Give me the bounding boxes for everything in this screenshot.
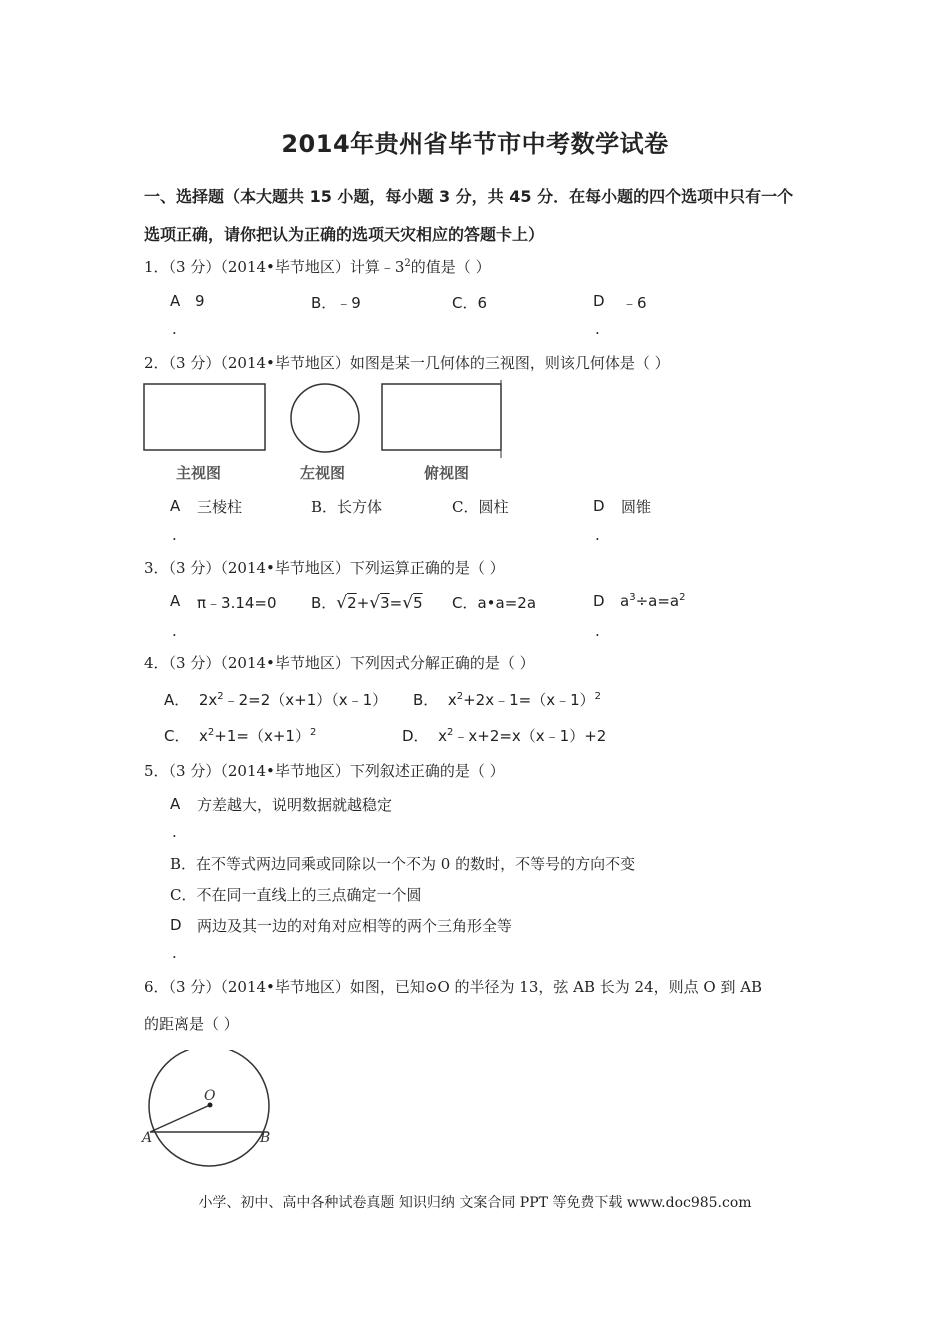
label-b: B [260,1130,271,1146]
q1-option-b: B．﹣9 [311,294,361,312]
q4-option-a: A． $2x^2﹣2=2(x+1)(x﹣1)$ [164,691,388,709]
radius-oa [150,1105,210,1132]
q2-option-a: 三棱柱 [197,498,243,516]
q3-option-d: $a^3\div a=a^2$ [620,592,686,610]
q5-option-b: B．在不等式两边同乘或同除以一个不为 0 的数时，不等号的方向不变 [170,855,636,873]
q4-option-d: D． $x^2﹣x+2=x(x﹣1)+2$ [402,727,607,745]
q3-option-d-dot: . [595,622,600,640]
circle-chord-figure [140,1050,280,1170]
question-3-stem: 3．（3 分）（2014•毕节地区）下列运算正确的是（ ） [144,559,505,577]
q5-option-a: 方差越大，说明数据就越稳定 [197,796,393,814]
label-a: A [142,1130,153,1146]
q2-option-d-dot: . [595,526,600,544]
q5-option-a-dot: . [172,823,177,841]
q3-option-b: B．√2+√3=√5 [311,593,423,613]
three-view-figure [140,380,510,460]
circle-o [149,1050,269,1166]
q3-option-c: C．a•a=2a [452,594,537,612]
q5-option-d-letter: D [170,916,182,934]
q2-option-a-letter: A [170,497,181,515]
q2-option-d-letter: D [593,497,605,515]
q5-option-d-dot: . [172,944,177,962]
q2-option-a-dot: . [172,526,177,544]
q4-option-c: C． $x^2+1=(x+1)^2$ [164,727,317,745]
q3-option-d-letter: D [593,592,605,610]
question-4-stem: 4．（3 分）（2014•毕节地区）下列因式分解正确的是（ ） [144,654,535,672]
page-title: 2014年贵州省毕节市中考数学试卷 [281,130,669,158]
top-view-caption: 俯视图 [424,464,470,482]
q1-option-a: 9 [195,292,205,310]
q3-option-a-dot: . [172,622,177,640]
q2-option-b: B．长方体 [311,498,383,516]
q3-option-a: π﹣3.14=0 [197,594,277,612]
section-heading-line2: 选项正确，请你把认为正确的选项天灾相应的答题卡上） [144,225,545,244]
top-view-rectangle [382,384,501,450]
section-heading-line1: 一、选择题（本大题共 15 小题，每小题 3 分，共 45 分．在每小题的四个选项中只有一个 [144,187,794,206]
question-6-stem-line2: 的距离是（ ） [144,1015,239,1033]
q1-option-d: ﹣6 [622,294,647,312]
front-view-caption: 主视图 [176,464,222,482]
q1-option-a-letter: A [170,292,181,310]
question-2-stem: 2．（3 分）（2014•毕节地区）如图是某一几何体的三视图，则该几何体是（ ） [144,354,670,372]
footer-text: 小学、初中、高中各种试卷真题 知识归纳 文案合同 PPT 等免费下载 www.doc985.com [198,1195,752,1211]
side-view-caption: 左视图 [300,464,346,482]
label-o: O [204,1088,216,1104]
q1-option-d-dot: . [595,320,600,338]
q5-option-a-letter: A [170,795,181,813]
q5-option-c: C．不在同一直线上的三点确定一个圆 [170,886,422,904]
front-view-rectangle [144,384,265,450]
question-1-stem: 1．（3 分）（2014•毕节地区）计算$﹣3^2$的值是（ ） [144,258,491,276]
q5-option-d: 两边及其一边的对角对应相等的两个三角形全等 [197,917,513,935]
q2-option-c: C．圆柱 [452,498,509,516]
side-view-circle [291,384,359,452]
q1-option-a-dot: . [172,320,177,338]
q1-option-c: C．6 [452,294,488,312]
question-6-stem: 6．（3 分）（2014•毕节地区）如图，已知⊙O 的半径为 13，弦 AB 长为 24，则点 O 到 AB [144,978,763,996]
q4-option-b: B． $x^2+2x﹣1=(x﹣1)^2$ [413,691,602,709]
q3-option-a-letter: A [170,592,181,610]
q2-option-d: 圆锥 [621,498,652,516]
q1-option-d-letter: D [593,292,605,310]
question-5-stem: 5．（3 分）（2014•毕节地区）下列叙述正确的是（ ） [144,762,505,780]
